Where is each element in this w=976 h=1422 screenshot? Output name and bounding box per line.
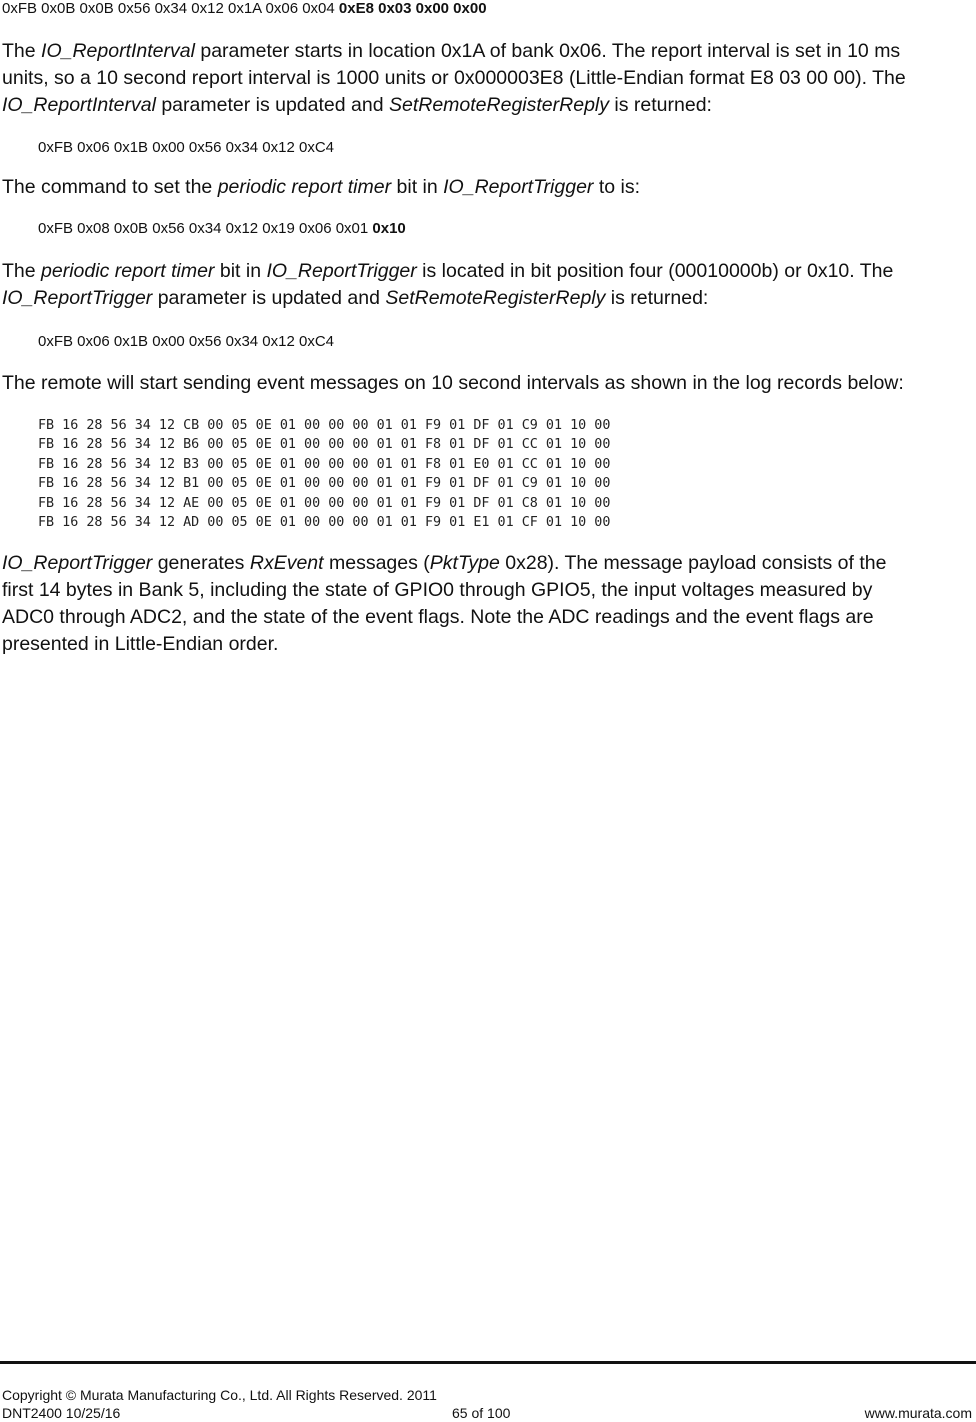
command-line: 0xFB 0x0B 0x0B 0x56 0x34 0x12 0x1A 0x06 0x04 0xE8 0x03 0x00 0x00 <box>2 0 487 17</box>
log-record: FB 16 28 56 34 12 B6 00 05 0E 01 00 00 00 01 01 F8 01 DF 01 CC 01 10 00 <box>38 437 611 453</box>
website-text: www.murata.com <box>864 1405 972 1421</box>
log-record: FB 16 28 56 34 12 B3 00 05 0E 01 00 00 00 01 01 F8 01 E0 01 CC 01 10 00 <box>38 456 611 472</box>
log-records <box>38 416 610 532</box>
log-record: FB 16 28 56 34 12 B1 00 05 0E 01 00 00 00 01 01 F9 01 DF 01 C9 01 10 00 <box>38 476 611 492</box>
command-line: 0xFB 0x06 0x1B 0x00 0x56 0x34 0x12 0xC4 <box>38 139 335 156</box>
log-record: FB 16 28 56 34 12 CB 00 05 0E 01 00 00 00 01 01 F9 01 DF 01 C9 01 10 00 <box>38 418 611 433</box>
paragraph: The command to set the periodic report timer bit in IO_ReportTrigger to is: <box>2 176 641 198</box>
paragraph: The IO_ReportInterval parameter starts in location 0x1A of bank 0x06. The report interval is set in 10 ms units, so a 10 second report interval is 1000 units or 0x000003E8 (Little-Endian format E8 03 00 00). The IO_ReportInterval parameter is updated and SetRemoteRegisterReply is returned: <box>2 40 906 116</box>
paragraph: IO_ReportTrigger generates RxEvent messages (PktType 0x28). The message payload consists of the first 14 bytes in Bank 5, including the state of GPIO0 through GPIO5, the input voltages measured by ADC0 through ADC2, and the state of the event flags. Note the ADC readings and the event flags are presented in Little-Endian order. <box>2 552 887 655</box>
document-id: DNT2400 10/25/16 <box>2 1405 121 1421</box>
command-line: 0xFB 0x06 0x1B 0x00 0x56 0x34 0x12 0xC4 <box>38 333 335 350</box>
footer-rule <box>0 1361 976 1364</box>
log-record: FB 16 28 56 34 12 AD 00 05 0E 01 00 00 00 01 01 F9 01 E1 01 CF 01 10 00 <box>38 515 611 531</box>
command-line: 0xFB 0x08 0x0B 0x56 0x34 0x12 0x19 0x06 0x01 0x10 <box>38 220 406 237</box>
log-record: FB 16 28 56 34 12 AE 00 05 0E 01 00 00 00 01 01 F9 01 DF 01 C8 01 10 00 <box>38 495 611 511</box>
page-number: 65 of 100 <box>452 1405 511 1421</box>
copyright-text: Copyright © Murata Manufacturing Co., Ltd. All Rights Reserved. 2011 <box>2 1387 437 1403</box>
paragraph: The periodic report timer bit in IO_ReportTrigger is located in bit position four (00010000b) or 0x10. The IO_ReportTrigger parameter is updated and SetRemoteRegisterReply is returned: <box>2 260 894 309</box>
paragraph: The remote will start sending event messages on 10 second intervals as shown in the log records below: <box>2 372 904 394</box>
